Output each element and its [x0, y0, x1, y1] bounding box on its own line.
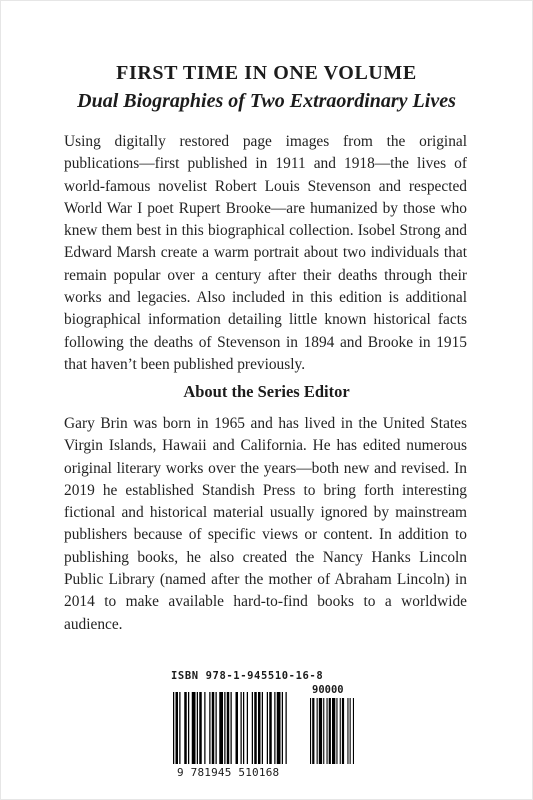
about-paragraph: Gary Brin was born in 1965 and has lived in the United States Virgin Islands, Hawaii and California. He has edited numerous original literary works over the years—both new and revised. In 2019 he established Standish Press to bring forth interesting fictional and historical material usually ignored by mainstream publishers because of specific views or content. In addition to publishing books, he also created the Nancy Hanks Lincoln Public Library (named after the mother of Abraham Lincoln) in 2014 to make available hard-to-find books to a worldwide audience. — [64, 415, 467, 633]
barcode-digits: 9 781945 510168 — [177, 766, 280, 779]
barcode-icon — [171, 692, 365, 766]
headline: FIRST TIME IN ONE VOLUME — [116, 62, 417, 84]
price-code: 90000 — [312, 684, 344, 696]
about-heading: About the Series Editor — [183, 382, 350, 401]
isbn-label: ISBN 978-1-945510-16-8 — [171, 670, 324, 682]
barcode-block — [171, 670, 365, 782]
subheadline: Dual Biographies of Two Extraordinary Lives — [77, 90, 456, 112]
description-paragraph: Using digitally restored page images from the original publications—first published in 1911 and 1918—the lives of world-famous novelist Robert Louis Stevenson and respected World War I poet Rupert Brooke—are humanized by those who knew them best in this biographical collection. Isobel Strong and Edward Marsh create a warm portrait about two individuals that remain popular over a century after their deaths through their works and legacies. Also included in this edition is additional biographical information detailing little known historical facts following the deaths of Stevenson in 1894 and Brooke in 1915 that haven’t been published previously. — [64, 133, 467, 373]
